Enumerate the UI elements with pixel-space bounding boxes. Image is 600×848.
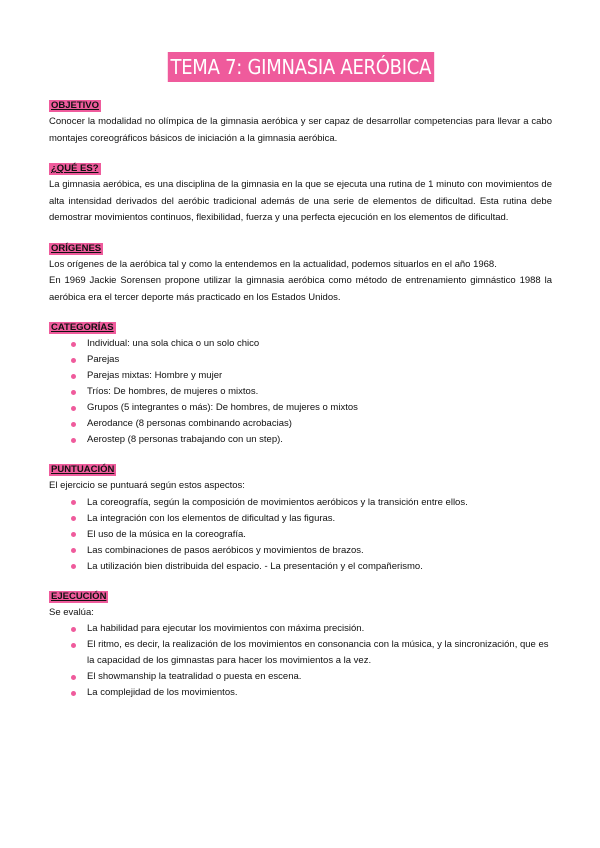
bullet-icon — [71, 564, 76, 569]
bullet-icon — [71, 500, 76, 505]
bullet-icon — [71, 691, 76, 696]
bullet-icon — [71, 342, 76, 347]
bullet-icon — [71, 390, 76, 395]
list-item: El showmanship la teatralidad o puesta en escena. — [49, 669, 552, 685]
section-objetivo — [49, 95, 552, 147]
list-item: La utilización bien distribuida del espacio. - La presentación y el compañerismo. — [49, 559, 552, 575]
section-categorias — [49, 317, 552, 448]
puntuacion-list — [49, 495, 552, 575]
section-text-line-1: Los orígenes de la aeróbica tal y como la entendemos en la actualidad, podemos situarlos en el año 1968. — [49, 258, 497, 270]
list-item: La coreografía, según la composición de movimientos aeróbicos y la transición entre ellos. — [49, 495, 552, 511]
list-item: La habilidad para ejecutar los movimientos con máxima precisión. — [49, 621, 552, 637]
section-intro: Se evalúa: — [49, 606, 94, 618]
list-item: La complejidad de los movimientos. — [49, 685, 552, 701]
section-text: Conocer la modalidad no olímpica de la gimnasia aeróbica y ser capaz de desarrollar competencias para llevar a cabo montajes coreográficos básicos de iniciación a la gimnasia aeróbica. — [49, 116, 552, 144]
list-item: Tríos: De hombres, de mujeres o mixtos. — [49, 384, 552, 400]
section-origenes — [49, 238, 552, 307]
list-item: Grupos (5 integrantes o más): De hombres, de mujeres o mixtos — [49, 400, 552, 416]
bullet-icon — [71, 438, 76, 443]
bullet-icon — [71, 516, 76, 521]
bullet-icon — [71, 422, 76, 427]
section-heading: OBJETIVO — [51, 100, 100, 111]
bullet-icon — [71, 643, 76, 648]
categorias-list — [49, 336, 552, 448]
list-item: El uso de la música en la coreografía. — [49, 527, 552, 543]
section-que-es — [49, 158, 552, 227]
list-item: Parejas mixtas: Hombre y mujer — [49, 368, 552, 384]
list-item: Aerodance (8 personas combinando acrobacias) — [49, 416, 552, 432]
section-heading: PUNTUACIÓN — [51, 464, 115, 475]
section-text: La gimnasia aeróbica, es una disciplina de la gimnasia en la que se ejecuta una rutina de 1 minuto con movimientos de alta intensidad derivados del aeróbic tradicional además de una serie de elementos de dificultad. Esta rutina debe demostrar movimientos continuos, flexibilidad, fuerza y una perfecta ejecución en los elementos de dificultad. — [49, 179, 552, 223]
list-item: La integración con los elementos de dificultad y las figuras. — [49, 511, 552, 527]
section-heading: CATEGORÍAS — [51, 322, 114, 333]
bullet-icon — [71, 358, 76, 363]
section-ejecucion — [49, 586, 552, 702]
list-item: Individual: una sola chica o un solo chico — [49, 336, 552, 352]
section-text-line-2: En 1969 Jackie Sorensen propone utilizar la gimnasia aeróbica como método de entrenamiento gimnástico 1988 la aeróbica era el tercer deporte más practicado en los Estados Unidos. — [49, 275, 552, 303]
section-heading: ORÍGENES — [51, 242, 102, 254]
section-heading: EJECUCIÓN — [51, 590, 107, 602]
section-heading: ¿QUÉ ES? — [51, 163, 99, 174]
section-intro: El ejercicio se puntuará según estos aspectos: — [49, 480, 245, 491]
bullet-icon — [71, 627, 76, 632]
section-puntuacion — [49, 459, 552, 575]
bullet-icon — [71, 675, 76, 680]
list-item: Parejas — [49, 352, 552, 368]
bullet-icon — [71, 532, 76, 537]
list-item: Las combinaciones de pasos aeróbicos y movimientos de brazos. — [49, 543, 552, 559]
bullet-icon — [71, 548, 76, 553]
bullet-icon — [71, 374, 76, 379]
bullet-icon — [71, 406, 76, 411]
page-title: TEMA 7: GIMNASIA AERÓBICA — [167, 52, 433, 82]
document-page — [49, 0, 552, 701]
list-item: El ritmo, es decir, la realización de los movimientos en consonancia con la música, y la sincronización, que es la capacidad de los gimnastas para hacer los movimientos a la vez. — [49, 637, 552, 669]
ejecucion-list — [49, 621, 552, 701]
title-wrapper — [49, 52, 552, 84]
list-item: Aerostep (8 personas trabajando con un step). — [49, 432, 552, 448]
